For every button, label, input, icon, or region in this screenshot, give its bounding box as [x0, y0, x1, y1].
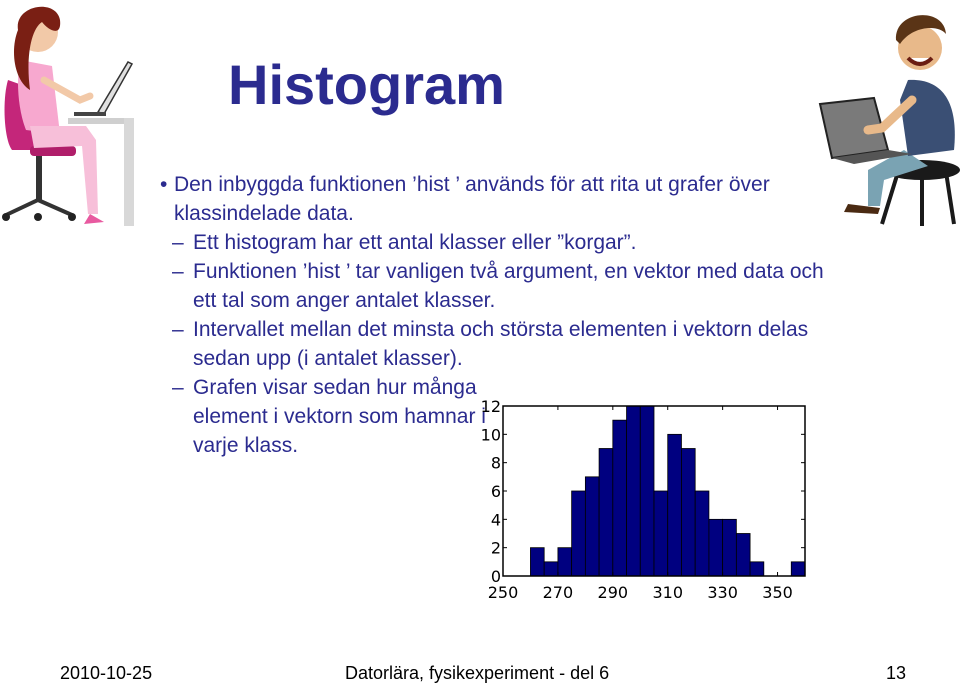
x-tick-label: 290 — [597, 583, 629, 602]
histogram-bar — [613, 420, 627, 576]
bullet-dash: – — [172, 231, 184, 254]
histogram-bar — [599, 449, 613, 577]
sub-bullet-2 — [160, 257, 840, 315]
bullet-dash: – — [172, 260, 184, 283]
sub-bullet-1 — [160, 228, 840, 257]
histogram-bar — [750, 562, 764, 576]
x-tick-label: 350 — [762, 583, 793, 602]
bullet-dash: – — [172, 318, 184, 341]
histogram-bar — [668, 434, 682, 576]
y-tick-label: 6 — [490, 482, 501, 501]
histogram-bar — [695, 491, 709, 576]
histogram-bar — [585, 477, 599, 576]
footer-date: 2010-10-25 — [60, 663, 153, 683]
y-tick-label: 2 — [490, 538, 501, 558]
x-tick-label: 310 — [652, 583, 684, 602]
sub-bullet-4 — [160, 373, 493, 460]
x-tick-label: 270 — [542, 583, 574, 602]
histogram-bar — [709, 519, 723, 576]
y-tick-label: 10 — [480, 425, 501, 445]
bullet-dot: • — [160, 173, 168, 196]
histogram-bar — [544, 562, 558, 576]
footer-page-number: 13 — [886, 663, 907, 683]
histogram-bar — [627, 406, 641, 576]
histogram-bar — [791, 562, 805, 576]
sub-bullet-4-text: Grafen visar sedan hur många element i vektorn som hamnar i varje klass. — [193, 376, 486, 457]
histogram-bar — [723, 519, 737, 576]
sub-bullet-3 — [160, 315, 840, 373]
histogram-bar — [558, 548, 572, 576]
histogram-chart — [470, 396, 830, 611]
woman-at-computer-illustration — [0, 0, 140, 230]
bullet-main-text: Den inbyggda funktionen ’hist ’ används för att rita ut grafer över klassindelade data. — [174, 173, 770, 225]
bullet-dash: – — [172, 376, 184, 399]
sub-bullet-3-text: Intervallet mellan det minsta och största elementen i vektorn delas sedan upp (i antalet klasser). — [193, 318, 809, 370]
bullet-main — [160, 170, 840, 228]
x-tick-label: 250 — [487, 583, 519, 602]
y-tick-label: 12 — [480, 397, 501, 416]
histogram-bar — [640, 406, 654, 576]
y-tick-label: 8 — [490, 453, 501, 473]
histogram-bar — [530, 548, 544, 576]
x-tick-label: 330 — [707, 583, 738, 602]
y-tick-label: 0 — [490, 567, 501, 586]
histogram-bar — [736, 534, 750, 577]
sub-bullet-1-text: Ett histogram har ett antal klasser eller ”korgar”. — [193, 231, 637, 254]
footer-course: Datorlära, fysikexperiment - del 6 — [345, 663, 610, 683]
sub-bullet-2-text: Funktionen ’hist ’ tar vanligen två argument, en vektor med data och ett tal som anger antalet klasser. — [193, 260, 824, 312]
slide-title: Histogram — [228, 53, 505, 116]
y-tick-label: 4 — [490, 510, 501, 530]
histogram-bar — [572, 491, 586, 576]
histogram-bar — [681, 449, 695, 577]
histogram-bar — [654, 491, 668, 576]
